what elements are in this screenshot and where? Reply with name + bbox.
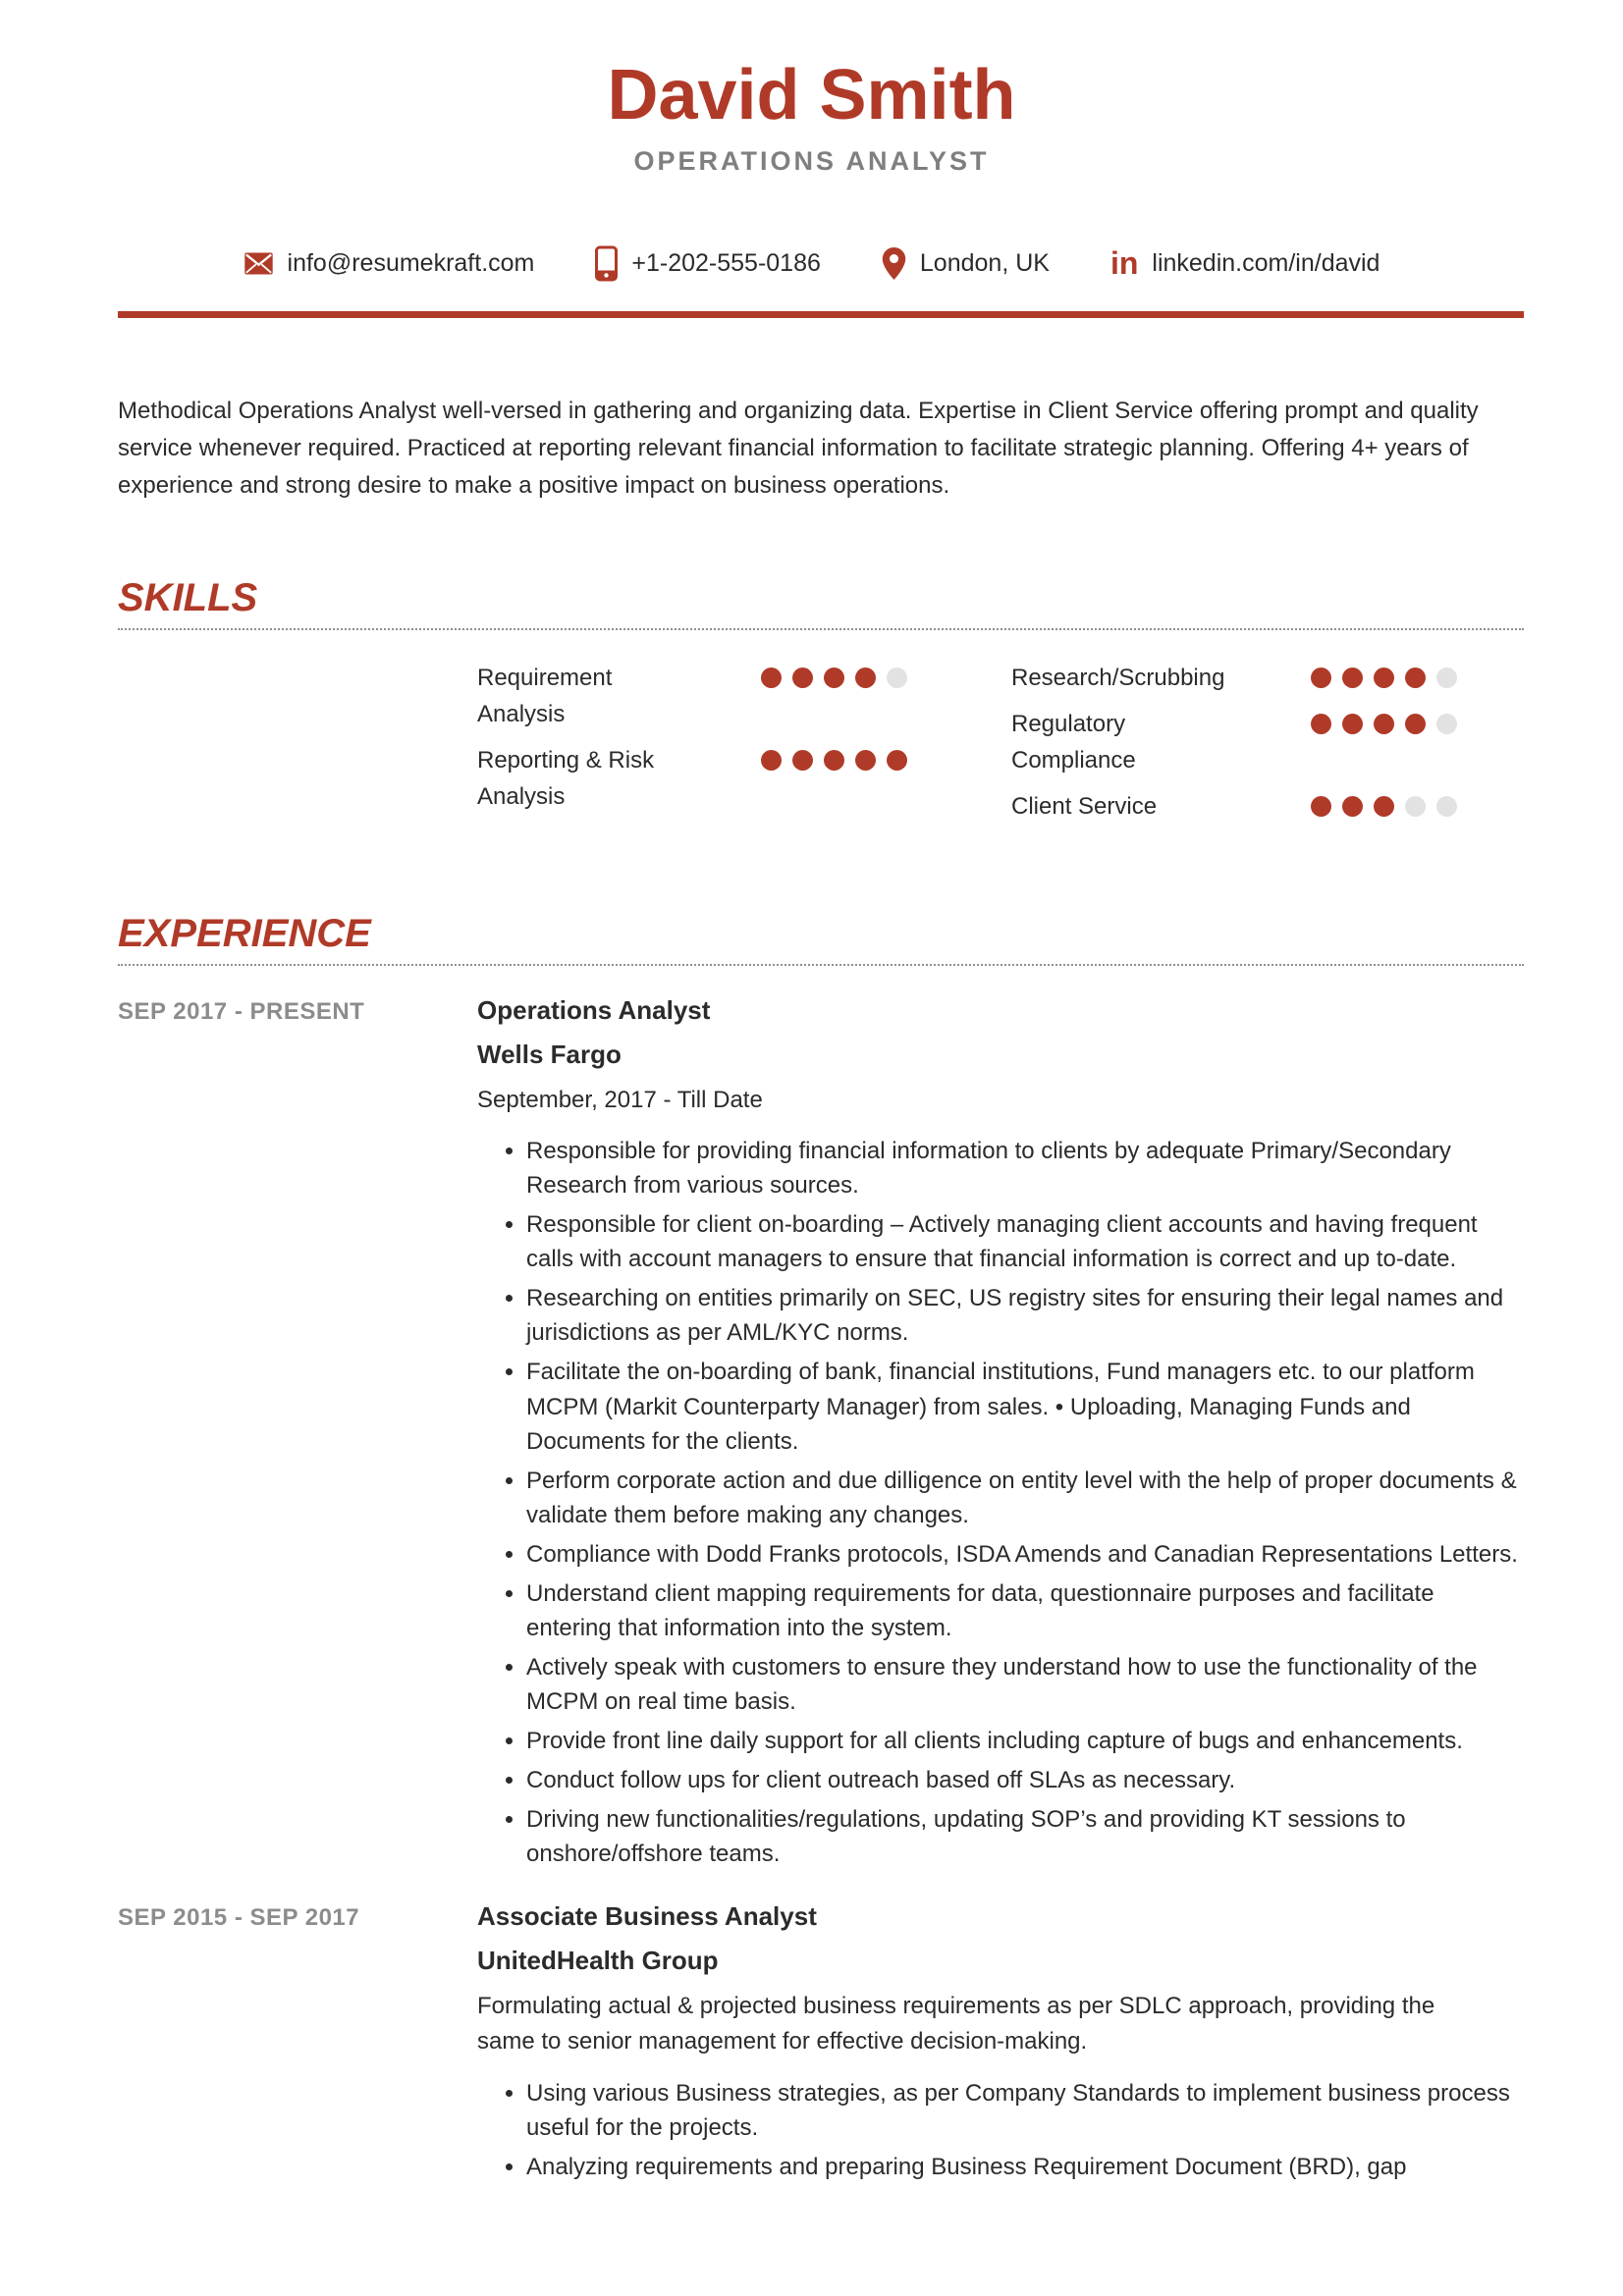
rating-dot-filled: [887, 750, 907, 771]
rating-dot-filled: [1311, 796, 1331, 817]
rating-dot-filled: [792, 750, 813, 771]
job-bullet: • Using various Business strategies, as per Company Standards to implement business process useful for the projects.: [526, 2076, 1518, 2145]
job-description: Formulating actual & projected business requirements as per SDLC approach, providing the same to senior management for effective decision-making.: [477, 1992, 1435, 2055]
header-divider: [118, 311, 1524, 318]
job-title: Associate Business Analyst: [477, 1900, 817, 1931]
phone-icon: [595, 245, 618, 282]
experience-heading: EXPERIENCE: [118, 911, 1524, 966]
rating-dot-filled: [1342, 796, 1363, 817]
rating-dot-filled: [1342, 714, 1363, 734]
rating-dot-filled: [855, 750, 876, 771]
email-icon: [243, 248, 274, 279]
job-bullet: • Understand client mapping requirements for data, questionnaire purposes and facilitate entering that information into the system.: [526, 1576, 1518, 1645]
skill-rating: [1311, 788, 1457, 825]
rating-dot-filled: [761, 667, 782, 688]
job-bullet: • Perform corporate action and due dilligence on entity level with the help of proper documents & validate them before making any changes.: [526, 1464, 1518, 1532]
rating-dot-filled: [1405, 714, 1426, 734]
job-bullet-list: [477, 2076, 1524, 2184]
job-bullet: • Facilitate the on-boarding of bank, financial institutions, Fund managers etc. to our platform MCPM (Markit Counterparty Manager) from sales. • Uploading, Managing Funds and Documents for the clients.: [526, 1355, 1518, 1458]
skill-row: [477, 742, 907, 815]
rating-dot-empty: [1436, 796, 1457, 817]
person-name: David Smith: [607, 56, 1016, 134]
rating-dot-filled: [1374, 667, 1394, 688]
rating-dot-empty: [1405, 796, 1426, 817]
job-body: [477, 995, 1524, 1876]
contact-text: London, UK: [919, 248, 1050, 277]
contact-item: [243, 248, 535, 279]
contact-item: [595, 245, 821, 282]
job-bullet: • Responsible for providing financial information to clients by adequate Primary/Secondary Research from various sources.: [526, 1134, 1518, 1202]
skills-section: [118, 575, 1524, 835]
job-bullet: • Compliance with Dodd Franks protocols, ISDA Amends and Canadian Representations Letters.: [526, 1537, 1518, 1572]
linkedin-in-glyph: in: [1109, 245, 1139, 282]
contact-item: [1109, 245, 1380, 282]
skill-row: [1011, 660, 1457, 696]
contact-text: +1-202-555-0186: [631, 248, 821, 277]
contact-text: info@resumekraft.com: [287, 248, 535, 277]
experience-section: [118, 911, 1524, 2189]
job-title: Operations Analyst: [477, 995, 711, 1026]
rating-dot-filled: [824, 750, 844, 771]
rating-dot-filled: [792, 667, 813, 688]
job-date-range: SEP 2015 - SEP 2017: [118, 1903, 360, 1931]
rating-dot-empty: [1436, 667, 1457, 688]
skills-grid: [118, 660, 1524, 835]
skills-heading: SKILLS: [118, 575, 1524, 630]
skill-label: Client Service: [1011, 793, 1158, 821]
job-company: UnitedHealth Group: [477, 1945, 719, 1975]
job-body: [477, 1901, 1524, 2189]
skills-col-right: [1011, 660, 1457, 835]
rating-dot-filled: [1405, 667, 1426, 688]
rating-dot-filled: [824, 667, 844, 688]
skill-rating: [1311, 706, 1457, 778]
skill-label: Regulatory Compliance: [1011, 710, 1136, 774]
job-bullet: • Responsible for client on-boarding – Actively managing client accounts and having frequent calls with account managers to ensure that financial information is correct and up to-date.: [526, 1207, 1518, 1276]
job-bullet: • Actively speak with customers to ensure they understand how to use the functionality of the MCPM on real time basis.: [526, 1650, 1518, 1719]
contact-text: linkedin.com/in/david: [1152, 248, 1380, 277]
skill-rating: [761, 660, 907, 732]
job-date-range: SEP 2017 - PRESENT: [118, 998, 365, 1026]
person-role: OPERATIONS ANALYST: [633, 145, 990, 176]
linkedin-icon: [1109, 245, 1139, 282]
rating-dot-filled: [761, 750, 782, 771]
rating-dot-filled: [1311, 667, 1331, 688]
rating-dot-filled: [1374, 796, 1394, 817]
skill-row: [477, 660, 907, 732]
rating-dot-empty: [1436, 714, 1457, 734]
contact-row: [0, 245, 1623, 282]
job-bullet: • Conduct follow ups for client outreach based off SLAs as necessary.: [526, 1763, 1518, 1797]
job-subtitle: September, 2017 - Till Date: [477, 1087, 763, 1114]
skill-rating: [1311, 660, 1457, 696]
job-bullet: • Provide front line daily support for all clients including capture of bugs and enhancements.: [526, 1724, 1518, 1758]
job-company: Wells Fargo: [477, 1040, 622, 1070]
skills-col-left: [477, 660, 907, 835]
job-bullet-list: [477, 1134, 1524, 1871]
rating-dot-empty: [887, 667, 907, 688]
job-entry: [118, 1901, 1524, 2189]
rating-dot-filled: [1374, 714, 1394, 734]
skill-label: Requirement Analysis: [477, 664, 613, 727]
skill-row: [1011, 706, 1457, 778]
rating-dot-filled: [1342, 667, 1363, 688]
job-entry: [118, 995, 1524, 1876]
contact-item: [882, 247, 1050, 280]
rating-dot-filled: [855, 667, 876, 688]
job-bullet: • Driving new functionalities/regulations, updating SOP’s and providing KT sessions to onshore/offshore teams.: [526, 1802, 1518, 1871]
job-bullet: • Researching on entities primarily on SEC, US registry sites for ensuring their legal names and jurisdictions as per AML/KYC norms.: [526, 1281, 1518, 1350]
summary-paragraph: Methodical Operations Analyst well-versed in gathering and organizing data. Expertise in Client Service offering prompt and quality service whenever required. Practiced at reporting relevant financial information to facilitate strategic planning. Offering 4+ years of experience and strong desire to make a positive impact on business operations.: [118, 397, 1479, 499]
location-icon: [882, 247, 906, 280]
skill-label: Research/Scrubbing: [1011, 664, 1225, 691]
job-bullet: • Analyzing requirements and preparing Business Requirement Document (BRD), gap: [526, 2150, 1518, 2184]
skill-row: [1011, 788, 1457, 825]
skill-rating: [761, 742, 907, 815]
skill-label: Reporting & Risk Analysis: [477, 746, 655, 811]
rating-dot-filled: [1311, 714, 1331, 734]
experience-jobs: [118, 995, 1524, 2189]
